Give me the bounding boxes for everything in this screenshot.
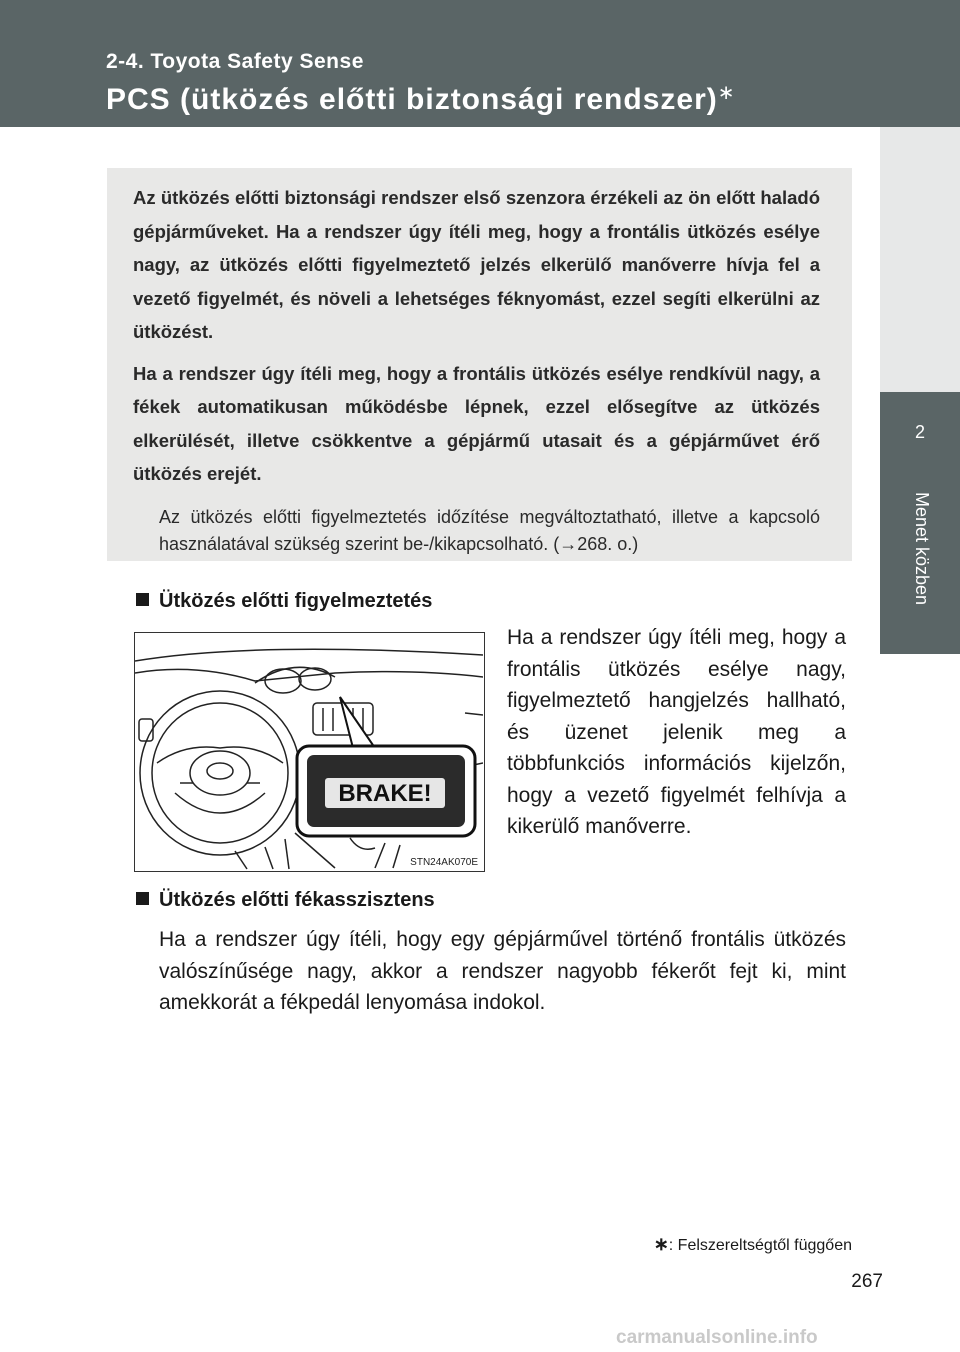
page-number: 267 [851,1271,883,1292]
chapter-label: Menet közben [912,492,932,606]
side-strip [880,127,960,392]
square-bullet-icon [136,892,149,905]
chapter-number: 2 [914,422,925,442]
brake-display-text: BRAKE! [338,780,432,807]
heading-collision-warning [136,590,432,613]
heading-text: Ütközés előtti fékasszisztens [159,889,435,911]
page-title [106,80,736,117]
footnote-asterisk: ∗ [653,1234,669,1254]
dashboard-drawing [135,633,483,870]
brake-assist-text: Ha a rendszer úgy ítéli, hogy egy gépjárművel történő frontális ütközés valószínűsége nagy, akkor a rendszer nagyobb fékerőt fejt ki, mint amekkorát a fékpedál lenyomása indokol. [159,928,846,1014]
watermark: carmanualsonline.info [616,1327,818,1348]
heading-text: Ütközés előtti figyelmeztetés [159,590,433,612]
collision-warning-text: Ha a rendszer úgy ítéli meg, hogy a frontális ütközés esélye nagy, figyelmeztető hangjelzés hallható, és üzenet jelenik meg a többfunkciós információs kijelzőn, hogy a vezető figyelmét felhívja a kikerülő manőverre. [507,626,846,838]
footnote [654,1234,852,1255]
page-title-text: PCS (ütközés előtti biztonsági rendszer) [106,83,718,116]
dashboard-illustration [134,632,485,872]
footnote-text: : Felszereltségtől függően [668,1237,852,1254]
heading-brake-assist [136,889,435,912]
square-bullet-icon [136,593,149,606]
title-asterisk: ∗ [717,82,736,104]
figure-caption: STN24AK070E [410,857,478,868]
intro-note: Az ütközés előtti figyelmeztetés időzítése megváltoztatható, illetve a kapcsoló használatával szükség szerint be-/kikapcsolható. (→268. o.) [159,506,820,554]
page-header [0,0,960,127]
intro-box [107,168,852,561]
chapter-tab [880,392,960,654]
section-label: 2-4. Toyota Safety Sense [106,50,364,73]
intro-paragraph-1: Az ütközés előtti biztonsági rendszer első szenzora érzékeli az ön előtt haladó gépjárműveket. Ha a rendszer úgy ítéli meg, hogy a frontális ütközés esélye nagy, az ütközés előtti figyelmeztető jelzés elkerülő manőverre hívja fel a vezető figyelmét, és növeli a lehetséges féknyomást, ezzel segíti elkerülni az ütközést. [133,187,820,342]
intro-paragraph-2: Ha a rendszer úgy ítéli meg, hogy a frontális ütközés esélye rendkívül nagy, a fékek automatikusan működésbe lépnek, ezzel elősegítve az ütközés elkerülését, illetve csökkentve a gépjármű utasait és a gépjárművet érő ütközés erejét. [133,362,820,484]
